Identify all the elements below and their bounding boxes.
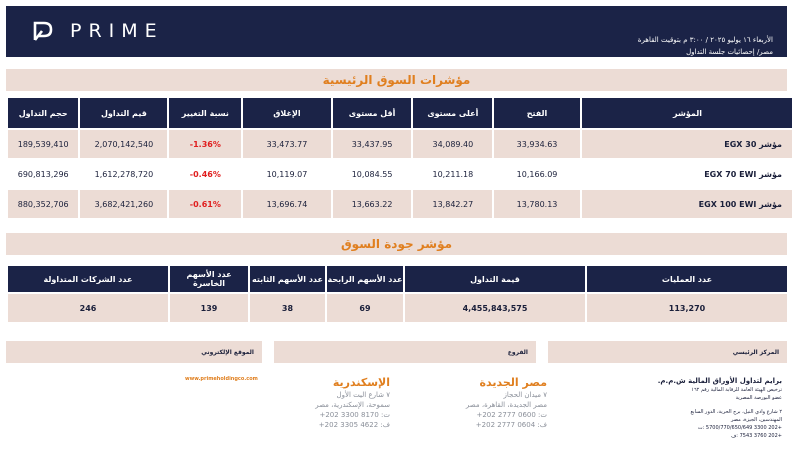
branch-alexandria bbox=[270, 376, 390, 430]
col-header-open: الفتح bbox=[494, 98, 580, 128]
cell-value: 2,070,142,540 bbox=[80, 130, 167, 158]
session-date: الأربعاء ١٦ يوليو ٢٠٢٥ / ٣:٠٠ م بتوقيت القاهرة bbox=[637, 36, 773, 44]
branch-address-line: ٧ ميدان الحجاز bbox=[503, 391, 547, 399]
branches-label: الفروع bbox=[507, 349, 528, 356]
hq-address-line: المهندسين، الجيزة، مصر bbox=[731, 417, 782, 423]
prime-logo-icon bbox=[32, 20, 54, 42]
logo-text: PRIME bbox=[70, 20, 164, 42]
cell-value: 3,682,421,260 bbox=[80, 190, 167, 218]
branch-fax: ف: 4622 3305 202+ bbox=[318, 421, 390, 429]
branches-label-band bbox=[274, 341, 536, 363]
col-header-transactions: عدد العمليات bbox=[587, 266, 787, 292]
branch-address-line: سموحة، الإسكندرية، مصر bbox=[315, 401, 390, 409]
cell-low: 33,437.95 bbox=[333, 130, 412, 158]
cell-high: 34,089.40 bbox=[413, 130, 492, 158]
table-row bbox=[8, 130, 792, 158]
cell-transactions: 113,270 bbox=[587, 294, 787, 322]
cell-traded-value: 4,455,843,575 bbox=[405, 294, 585, 322]
branch-heliopolis bbox=[427, 376, 547, 430]
cell-open: 13,780.13 bbox=[494, 190, 580, 218]
col-header-index: المؤشر bbox=[582, 98, 792, 128]
branch-city: مصر الجديدة bbox=[479, 376, 547, 389]
col-header-volume: حجم التداول bbox=[8, 98, 78, 128]
cell-value: 1,612,278,720 bbox=[80, 160, 167, 188]
cell-change: -1.36% bbox=[169, 130, 241, 158]
website-link[interactable]: www.primeholdingco.com bbox=[185, 376, 258, 382]
company-name: برايم لتداول الأوراق المالية ش.م.م. bbox=[657, 377, 782, 385]
cell-change: -0.46% bbox=[169, 160, 241, 188]
col-header-gainers: عدد الأسهم الرابحة bbox=[327, 266, 403, 292]
cell-high: 10,211.18 bbox=[413, 160, 492, 188]
main-indices-title: مؤشرات السوق الرئيسية bbox=[322, 73, 471, 87]
cell-open: 10,166.09 bbox=[494, 160, 580, 188]
hq-fax: +202 3760 7543 :ف bbox=[731, 433, 782, 439]
cell-volume: 690,813,296 bbox=[8, 160, 78, 188]
cell-traded-companies: 246 bbox=[8, 294, 168, 322]
cell-gainers: 69 bbox=[327, 294, 403, 322]
main-indices-table bbox=[6, 96, 794, 220]
cell-open: 33,934.63 bbox=[494, 130, 580, 158]
table-row bbox=[8, 190, 792, 218]
cell-close: 33,473.77 bbox=[243, 130, 331, 158]
col-header-high: أعلى مستوى bbox=[413, 98, 492, 128]
cell-low: 13,663.22 bbox=[333, 190, 412, 218]
cell-high: 13,842.27 bbox=[413, 190, 492, 218]
branch-address-line: ٧ شارع اليت الأول bbox=[336, 391, 390, 399]
cell-close: 10,119.07 bbox=[243, 160, 331, 188]
cell-losers: 139 bbox=[170, 294, 248, 322]
branch-phone: ت: 0600 2777 202+ bbox=[476, 411, 547, 419]
col-header-low: أقل مستوى bbox=[333, 98, 412, 128]
col-header-change: نسبة التغيير bbox=[169, 98, 241, 128]
col-header-losers: عدد الأسهم الخاسرة bbox=[170, 266, 248, 292]
market-quality-table bbox=[6, 264, 789, 324]
cell-low: 10,084.55 bbox=[333, 160, 412, 188]
main-indices-title-band bbox=[6, 69, 787, 91]
cell-index-name: مؤشر EGX 70 EWI bbox=[582, 160, 792, 188]
cell-index-name: مؤشر EGX 100 EWI bbox=[582, 190, 792, 218]
branch-phone: ت: 8170 3300 202+ bbox=[319, 411, 390, 419]
table-header-row bbox=[8, 266, 787, 292]
cell-close: 13,696.74 bbox=[243, 190, 331, 218]
cell-index-name: مؤشر EGX 30 bbox=[582, 130, 792, 158]
license-line: عضو البورصة المصرية bbox=[735, 395, 782, 401]
col-header-close: الإغلاق bbox=[243, 98, 331, 128]
col-header-value: قيم التداول bbox=[80, 98, 167, 128]
branch-address-line: مصر الجديدة، القاهرة، مصر bbox=[465, 401, 547, 409]
company-logo[interactable] bbox=[32, 20, 164, 42]
session-subtitle: مصر/ إحصائيات جلسة التداول bbox=[686, 48, 773, 56]
cell-unchanged: 38 bbox=[250, 294, 325, 322]
hq-label: المركز الرئيسي bbox=[732, 349, 779, 356]
col-header-traded-companies: عدد الشركات المتداولة bbox=[8, 266, 168, 292]
headquarters-info bbox=[640, 376, 782, 440]
col-header-unchanged: عدد الأسهم الثابته bbox=[250, 266, 325, 292]
table-row bbox=[8, 294, 787, 322]
col-header-traded-value: قيمة التداول bbox=[405, 266, 585, 292]
license-line: ترخيص الهيئة العامة للرقابة المالية رقم ١٦٢ bbox=[691, 387, 782, 393]
branch-city: الإسكندرية bbox=[332, 376, 390, 389]
header-bar bbox=[6, 6, 787, 57]
hq-address-line: ٢ شارع وادي النيل، برج الحرية، الدور السابع bbox=[690, 409, 782, 415]
market-quality-title-band bbox=[6, 233, 787, 255]
hq-label-band bbox=[548, 341, 787, 363]
cell-change: -0.61% bbox=[169, 190, 241, 218]
market-quality-title: مؤشر جودة السوق bbox=[340, 237, 453, 251]
hq-phone: +202 3300 5700/770/650/649 :ت bbox=[697, 425, 782, 431]
cell-volume: 880,352,706 bbox=[8, 190, 78, 218]
table-row bbox=[8, 160, 792, 188]
website-label-band bbox=[6, 341, 262, 363]
table-header-row bbox=[8, 98, 792, 128]
cell-volume: 189,539,410 bbox=[8, 130, 78, 158]
branch-fax: ف: 0604 2777 202+ bbox=[475, 421, 547, 429]
website-label: الموقع الإلكتروني bbox=[201, 349, 254, 356]
